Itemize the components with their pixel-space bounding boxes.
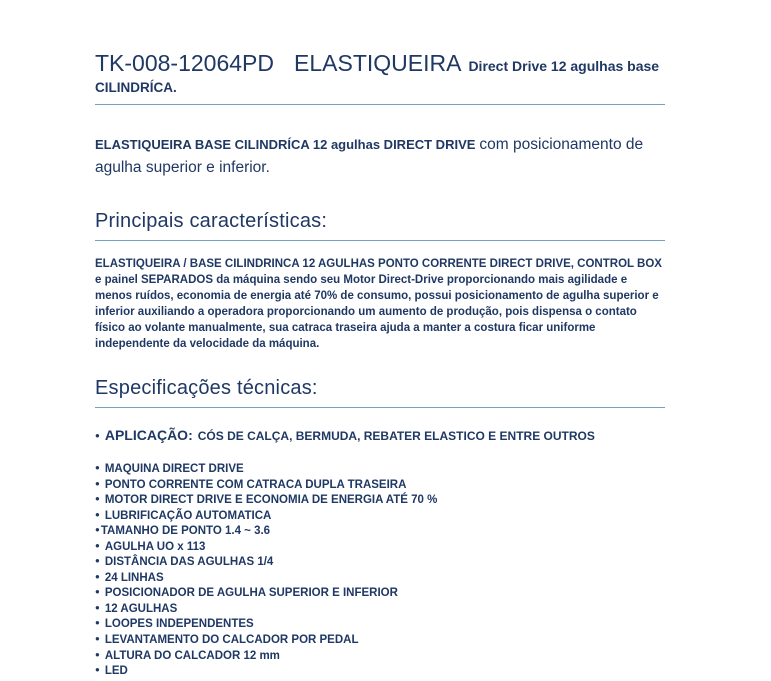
bullet-icon: ● <box>95 571 100 581</box>
product-title <box>95 50 665 105</box>
spec-item-label: PONTO CORRENTE COM CATRACA DUPLA TRASEIRA <box>104 478 407 491</box>
spec-item-label: MAQUINA DIRECT DRIVE <box>104 463 244 475</box>
spec-item-label: DISTÂNCIA DAS AGULHAS 1/4 <box>104 556 274 569</box>
spec-item-label: AGULHA UO x 113 <box>104 540 206 553</box>
section-heading-specs: Especificações técnicas: <box>95 377 318 399</box>
title-divider <box>95 104 665 105</box>
features-paragraph: ELASTIQUEIRA / BASE CILINDRINCA 12 AGULHAS PONTO CORRENTE DIRECT DRIVE, CONTROL BOX e painel SEPARADOS da máquina sendo seu Motor Direct-Drive proporcionando mais agilidade e menos ruídos, economia de energia até 70% de consumo, possui posicionamento de agulha superior e inferior auxiliando a operadora proporcionando um aumento de produção, pois dispensa o contato físico ao volante manualmente, sua catraca traseira ajuda a manter a costura ficar uniforme independente da velocidade da máquina. <box>95 258 662 350</box>
spec-item <box>95 492 665 508</box>
spec-item-label: LUBRIFICAÇÃO AUTOMATICA <box>104 509 272 522</box>
bullet-icon: ● <box>95 618 100 628</box>
section-heading-features: Principais características: <box>95 210 328 232</box>
bullet-icon: ● <box>95 431 100 440</box>
bullet-icon: ● <box>95 556 100 566</box>
intro-paragraph <box>95 133 665 179</box>
intro-lead: ELASTIQUEIRA BASE CILINDRÍCA 12 agulhas DIRECT DRIVE <box>95 137 476 152</box>
content-area <box>95 50 665 679</box>
spec-item <box>95 663 665 679</box>
bullet-icon: ● <box>95 509 100 519</box>
spec-item <box>95 508 665 524</box>
title-subtitle-line2: CILINDRÍCA. <box>95 80 177 95</box>
application-label: APLICAÇÃO: <box>104 427 193 443</box>
spec-item <box>95 539 665 555</box>
application-value: CÓS DE CALÇA, BERMUDA, REBATER ELASTICO E ENTRE OUTROS <box>197 429 595 443</box>
spec-item-label: 24 LINHAS <box>104 571 164 584</box>
specs-list <box>95 461 665 679</box>
specs-divider <box>95 407 665 408</box>
spec-item-label: LEVANTAMENTO DO CALCADOR POR PEDAL <box>104 634 359 647</box>
bullet-icon: ● <box>95 463 100 472</box>
title-line-1 <box>95 50 665 77</box>
spec-item-label: MOTOR DIRECT DRIVE E ECONOMIA DE ENERGIA ATÉ 70 % <box>104 494 438 507</box>
spec-item <box>95 601 665 617</box>
bullet-icon: ● <box>95 634 100 644</box>
spec-item <box>95 554 665 570</box>
spec-item <box>95 461 665 477</box>
spec-item-label: LED <box>104 665 128 678</box>
bullet-icon: ● <box>95 494 100 504</box>
spec-item <box>95 616 665 632</box>
spec-item-label: LOOPES INDEPENDENTES <box>104 618 254 631</box>
features-divider <box>95 240 665 241</box>
bullet-icon: ● <box>95 525 100 535</box>
spec-item <box>95 632 665 648</box>
spec-item <box>95 570 665 586</box>
spec-item-label: TAMANHO DE PONTO 1.4 ~ 3.6 <box>100 525 271 538</box>
spec-item-label: 12 AGULHAS <box>104 602 178 615</box>
application-row <box>95 427 665 445</box>
bullet-icon: ● <box>95 478 100 488</box>
intro-rest: com posicionamento de agulha superior e inferior. <box>95 136 644 176</box>
bullet-icon: ● <box>95 665 100 675</box>
spec-item <box>95 523 665 539</box>
spec-item <box>95 477 665 493</box>
bullet-icon: ● <box>95 587 100 597</box>
bullet-icon: ● <box>95 540 100 550</box>
spec-item-label: POSICIONADOR DE AGULHA SUPERIOR E INFERIOR <box>104 587 398 600</box>
spec-item <box>95 648 665 664</box>
spec-item <box>95 585 665 601</box>
product-name: ELASTIQUEIRA <box>294 50 462 76</box>
bullet-icon: ● <box>95 602 100 612</box>
title-subtitle: Direct Drive 12 agulhas base <box>468 58 660 74</box>
bullet-icon: ● <box>95 649 100 659</box>
spec-item-label: ALTURA DO CALCADOR 12 mm <box>104 649 280 662</box>
model-code: TK-008-12064PD <box>95 50 274 76</box>
